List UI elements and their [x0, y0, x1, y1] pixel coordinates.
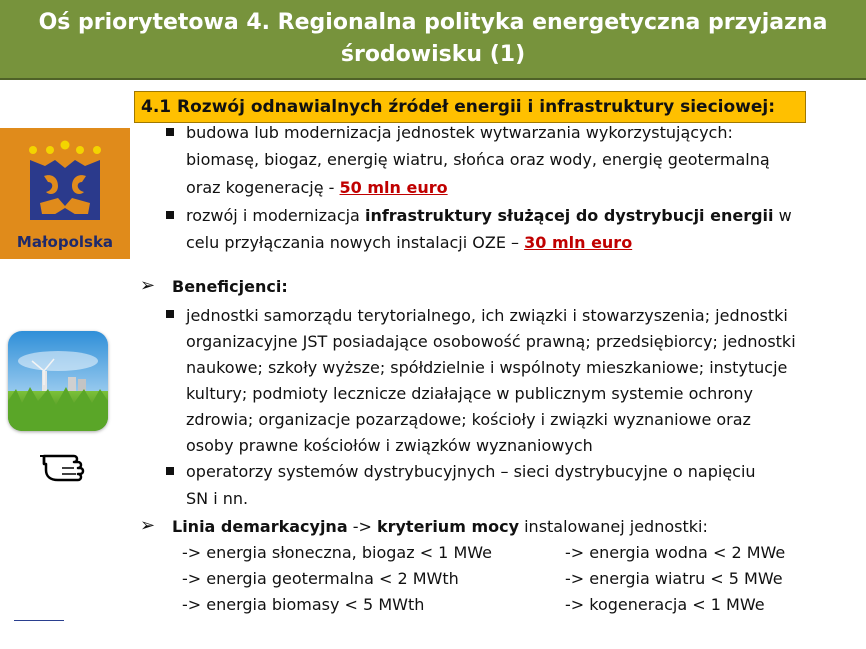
bullet2-line2-text: celu przyłączania nowych instalacji OZE – — [186, 233, 525, 252]
demarcation-arrow: -> — [347, 517, 377, 536]
title-line-2: środowisku (1) — [340, 42, 526, 67]
arrow-bullet-icon: ➢ — [140, 275, 156, 296]
bullet1-line3-text: oraz kogenerację - — [186, 178, 340, 197]
beneficiaries-heading: Beneficjenci: — [172, 277, 288, 296]
amount-50: 50 mln euro — [339, 178, 448, 197]
bullet-square-icon — [166, 310, 174, 318]
logo-name: Małopolska — [16, 233, 114, 251]
demarcation-label: Linia demarkacyjna — [172, 517, 348, 536]
beneficiary-line: naukowe; szkoły wyższe; spółdzielnie i wspólnoty mieszkaniowe; instytucje — [186, 358, 788, 377]
beneficiary-line: zdrowia; organizacje pozarządowe; kościoły i związki wyznaniowe oraz — [186, 410, 751, 429]
bullet1-line3 — [186, 174, 448, 201]
operator-line: operatorzy systemów dystrybucyjnych – sieci dystrybucyjne o napięciu — [186, 462, 756, 481]
bullet1-line1: budowa lub modernizacja jednostek wytwarzania wykorzystujących: — [186, 123, 733, 142]
beneficiary-line: organizacyjne JST posiadające osobowość prawną; przedsiębiorcy; jednostki — [186, 332, 796, 351]
hand-pointer-icon — [40, 436, 106, 492]
demarcation-line — [172, 513, 708, 540]
bullet1-line2: biomasę, biogaz, energię wiatru, słońca oraz wody, energię geotermalną — [186, 150, 770, 169]
crown-emblem-icon — [0, 128, 130, 238]
malopolska-logo — [0, 128, 130, 259]
title-bar — [0, 0, 866, 80]
section-heading: 4.1 Rozwój odnawialnych źródeł energii i infrastruktury sieciowej: — [134, 91, 806, 123]
bullet2-line2 — [186, 229, 632, 256]
bullet-square-icon — [166, 467, 174, 475]
beneficiary-line: osoby prawne kościołów i związków wyznaniowych — [186, 436, 593, 455]
operator-line: SN i nn. — [186, 489, 249, 508]
beneficiary-line: jednostki samorządu terytorialnego, ich związki i stowarzyszenia; jednostki — [186, 306, 788, 325]
threshold-left: -> energia geotermalna < 2 MWth — [182, 569, 459, 588]
footer-divider — [14, 620, 64, 621]
threshold-left: -> energia biomasy < 5 MWth — [182, 595, 425, 614]
beneficiary-line: kultury; podmioty lecznicze działające w publicznym systemie ochrony — [186, 384, 753, 403]
page-title — [39, 7, 828, 71]
threshold-right: -> energia wodna < 2 MWe — [565, 543, 786, 562]
bullet2-line1 — [186, 202, 792, 229]
wind-turbine-photo — [8, 331, 108, 431]
bullet2-post: w — [773, 206, 792, 225]
threshold-right: -> kogeneracja < 1 MWe — [565, 595, 765, 614]
title-line-1: Oś priorytetowa 4. Regionalna polityka energetyczna przyjazna — [38, 10, 828, 35]
bullet-square-icon — [166, 128, 174, 136]
arrow-bullet-icon: ➢ — [140, 515, 156, 536]
bullet2-bold: infrastruktury służącej do dystrybucji energii — [364, 206, 774, 225]
demarcation-rest: instalowanej jednostki: — [519, 517, 708, 536]
threshold-left: -> energia słoneczna, biogaz < 1 MWe — [182, 543, 492, 562]
demarcation-criterion: kryterium mocy — [376, 517, 520, 536]
bullet-square-icon — [166, 211, 174, 219]
bullet2-pre: rozwój i modernizacja — [186, 206, 365, 225]
threshold-right: -> energia wiatru < 5 MWe — [565, 569, 783, 588]
amount-30: 30 mln euro — [524, 233, 633, 252]
